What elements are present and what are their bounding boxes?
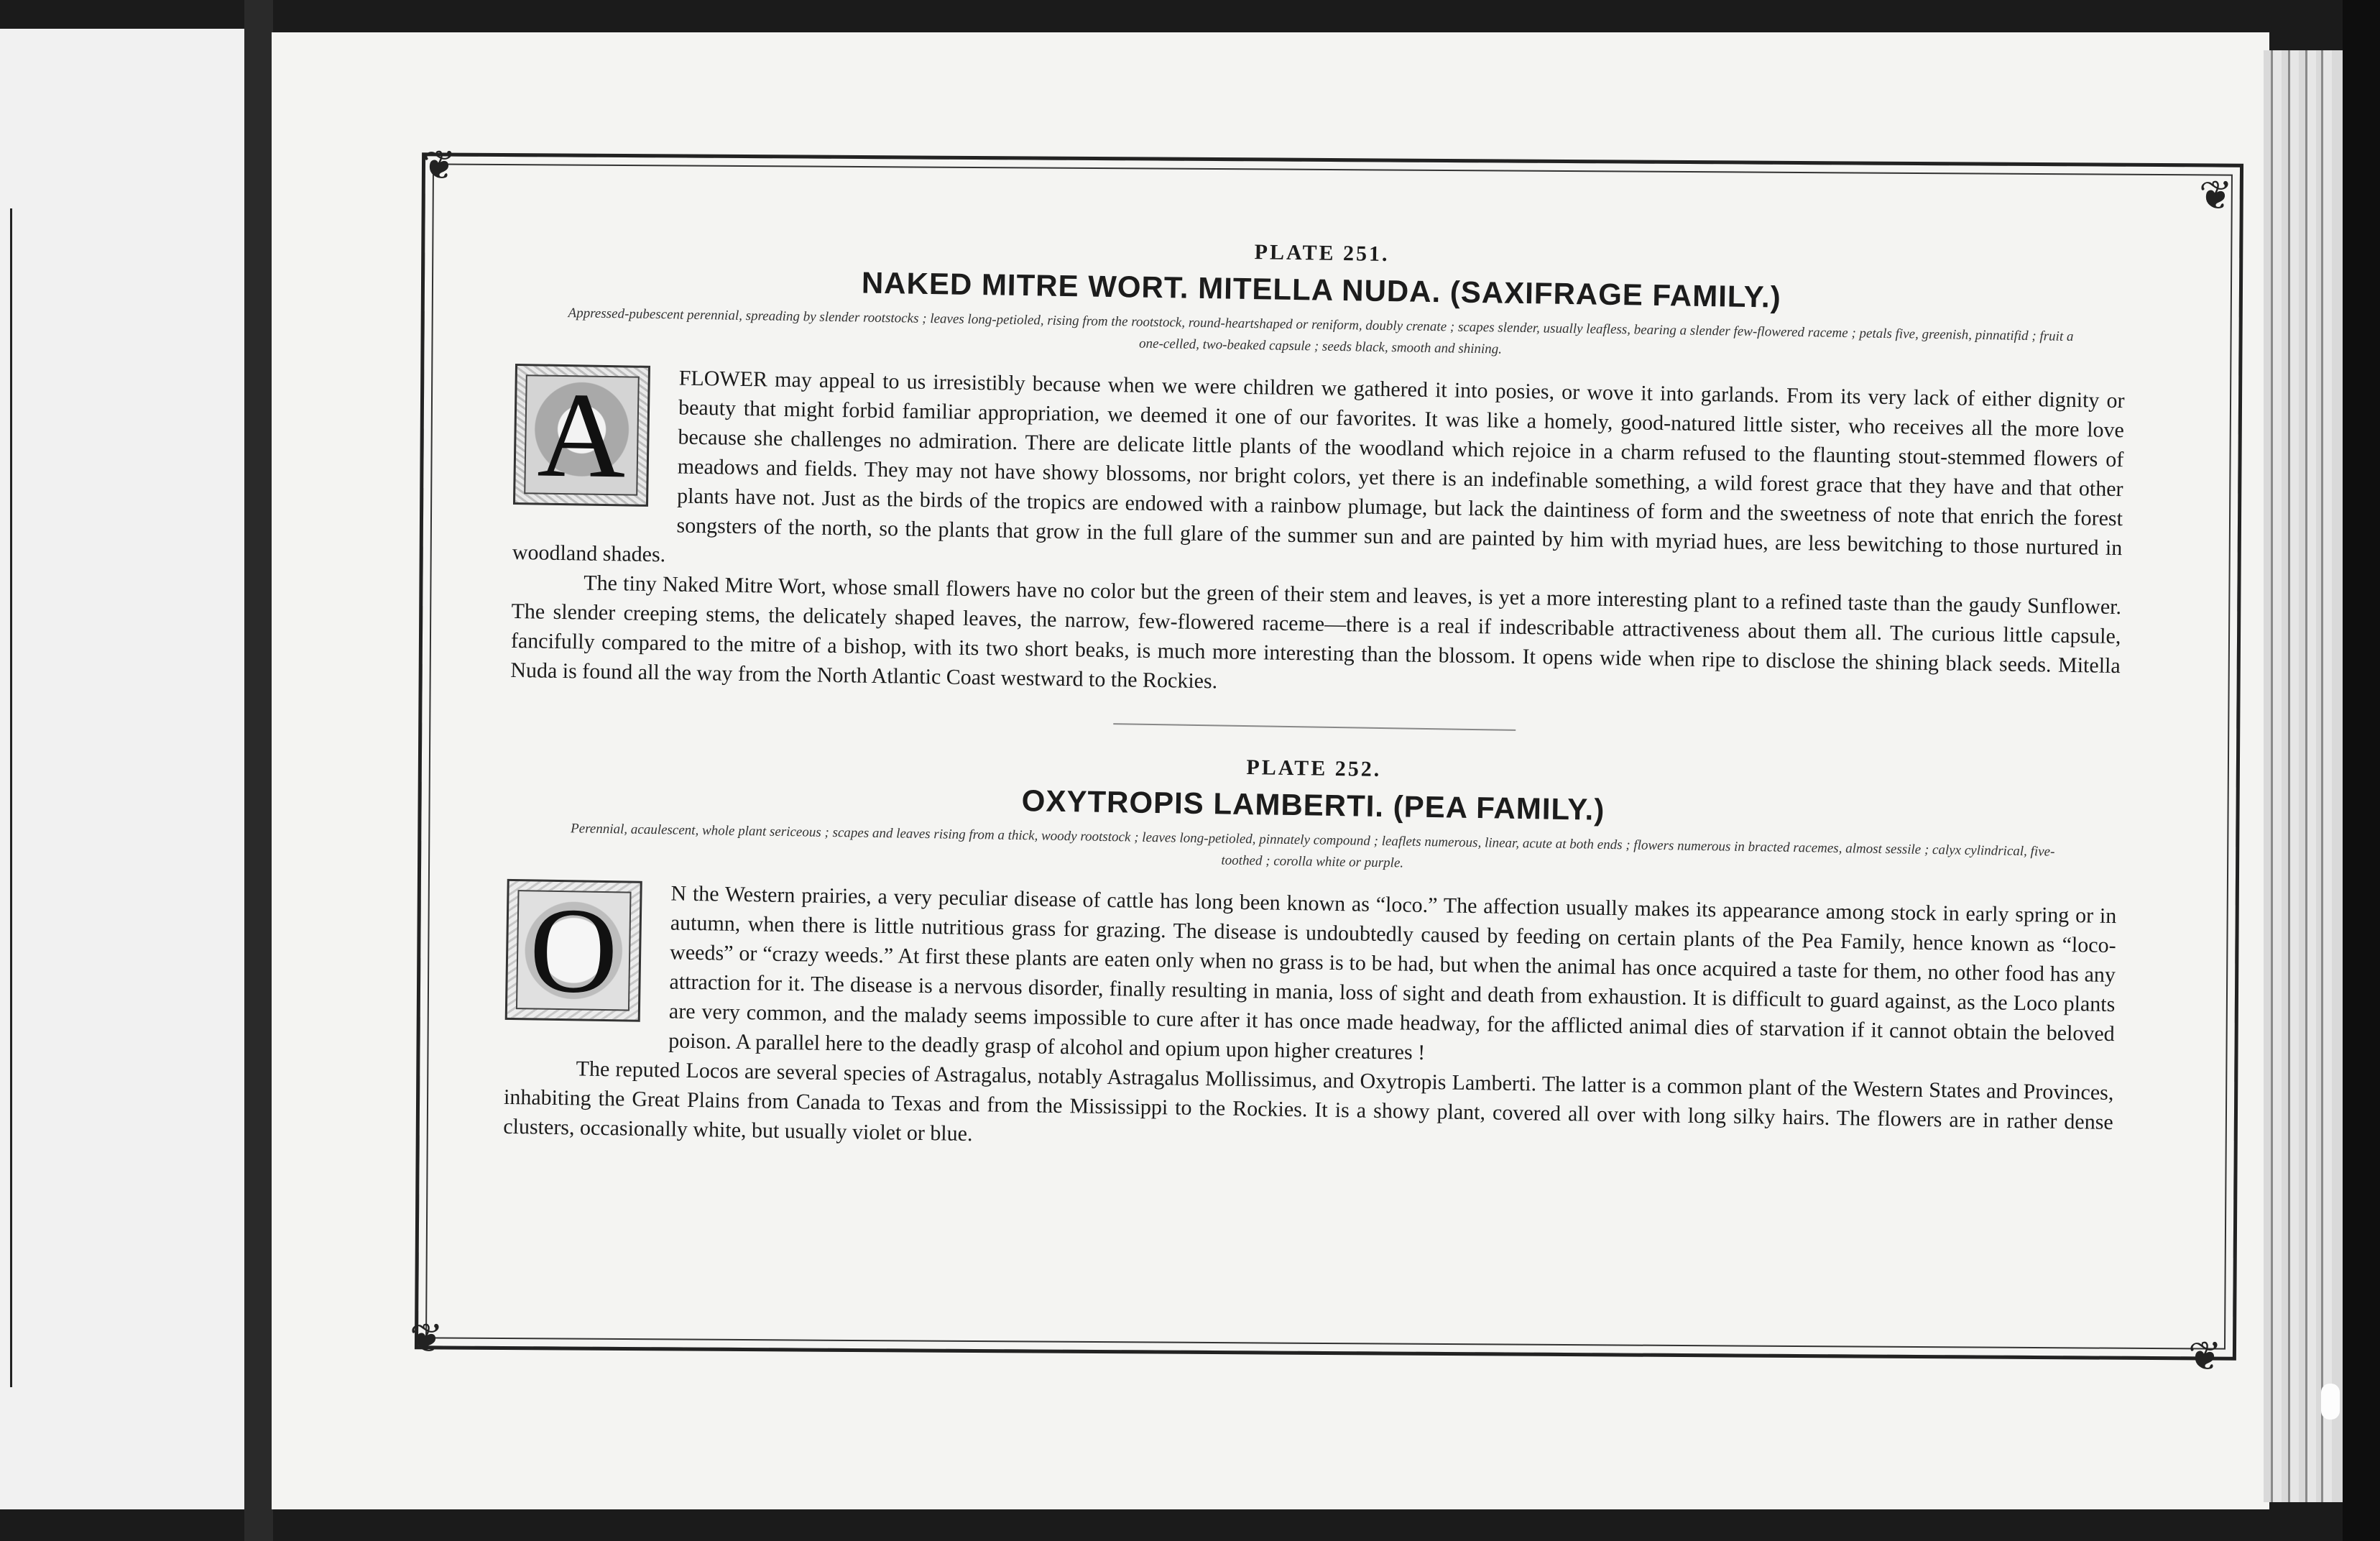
plate-252 xyxy=(503,744,2118,1167)
page-content xyxy=(503,229,2127,1167)
initial-letter: O xyxy=(528,882,619,1019)
plate-251 xyxy=(510,229,2127,710)
corner-ornament-icon: ❦ xyxy=(2188,1335,2222,1379)
botanical-description: Perennial, acaulescent, whole plant sericeous ; scapes and leaves rising from a thick, woody rootstock ; leaves long-petioled, pinnately compound ; leaflets numerous, linear, acute at both ends ; flowers numerous in bracted racemes, almost sessile ; calyx cylindrical, five-toothed ; corolla white or purple. xyxy=(570,821,2055,871)
left-page-edge xyxy=(0,29,244,1509)
plate-number: PLATE 251. xyxy=(1254,240,1390,267)
paragraph: The reputed Locos are several species of Astragalus, notably Astragalus Mollissimus, and Oxytropis Lamberti. The latter is a common plant of the Western States and Provinces, inhabiting the Great Plains from Canada to Texas and from the Mississippi to the Rockies. It is a showy plant, covered all over with long silky hairs. The flowers are in rather dense clusters, occasionally white, but usually violet or blue. xyxy=(503,1057,2114,1146)
plate-title: NAKED MITRE WORT. MITELLA NUDA. (SAXIFRAGE FAMILY.) xyxy=(861,265,1782,314)
botanical-description: Appressed-pubescent perennial, spreading by slender rootstocks ; leaves long-petioled, rising from the rootstock, round-heartshaped or reniform, doubly crenate ; scapes slender, usually leafless, bearing a slender few-flowered raceme ; petals five, greenish, pinnatifid ; fruit a one-celled, two-beaked capsule ; seeds black, smooth and shining. xyxy=(568,305,2074,357)
section-divider xyxy=(1113,723,1516,731)
book-gutter xyxy=(244,0,273,1541)
background-edge xyxy=(2343,0,2380,1541)
initial-letter: A xyxy=(536,367,627,504)
left-page-rule xyxy=(0,208,12,1387)
corner-ornament-icon: ❦ xyxy=(2199,174,2233,218)
corner-ornament-icon: ❦ xyxy=(423,144,456,188)
article-body xyxy=(503,876,2117,1167)
decorated-initial xyxy=(513,364,650,507)
paragraph: The tiny Naked Mitre Wort, whose small flowers have no color but the green of their stem and leaves, is yet a more interesting plant to a refined taste than the gaudy Sunflower. The slender creeping stems, the delicately shaped leaves, the narrow, few-flowered raceme—there is a real if indescribable attractiveness about them all. The curious little capsule, fancifully compared to the mitre of a bishop, with its two short beaks, is much more interesting than the blossom. It opens wide when ripe to disclose the shining black seeds. Mitella Nuda is found all the way from the North Atlantic Coast westward to the Rockies. xyxy=(510,571,2122,694)
decorated-initial xyxy=(505,879,642,1022)
plate-number: PLATE 252. xyxy=(1246,755,1382,781)
article-body xyxy=(510,361,2125,710)
paragraph: FLOWER may appeal to us irresistibly because when we were children we gathered it into posies, or wove it into garlands. From its very lack of either dignity or beauty that might forbid familiar appropriation, we deemed it one of our favorites. It was like a homely, good-natured little sister, who receives all the more love because she challenges no admiration. There are delicate little plants of the woodland which rejoice in a charm refused to the flaunting stout-stemmed flowers of meadows and fields. They may not have showy blossoms, nor bright colors, yet there is an indefinable something, a wild forest grace that they have and that other plants have not. Just as the birds of the tropics are endowed with a rainbow plumage, but lack the daintiness of form and the sweetness of note that enrich the forest songsters of the north, so the plants that grow in the full glare of the summer sun and are painted by him with myriad hues, are less bewitching to those nurtured in woodland shades. xyxy=(512,366,2125,567)
plate-title: OXYTROPIS LAMBERTI. (PEA FAMILY.) xyxy=(1021,783,1605,827)
corner-ornament-icon: ❦ xyxy=(410,1317,443,1361)
page-edges xyxy=(2264,50,2343,1502)
binding-hole xyxy=(2321,1384,2340,1420)
paragraph: N the Western prairies, a very peculiar disease of cattle has long been known as “loco.” The affection usually makes its appearance among stock in early spring or in autumn, when there is little nutritious grass for grazing. The disease is undoubtedly caused by feeding on certain plants of the Pea Family, hence known as “loco-weeds” or “crazy weeds.” At first these plants are eaten only when no grass is to be had, but when the animal has once acquired a taste for them, no other food has any attraction for it. The disease is a nervous disorder, finally resulting in mania, loss of sight and death from exhaustion. It is difficult to guard against, as the Loco plants are very common, and the malady seems impossible to cure after it has once made headway, for the afflicted animal dies of starvation if it cannot obtain the beloved poison. A parallel here to the deadly grasp of alcohol and opium upon higher creatures ! xyxy=(668,881,2117,1064)
